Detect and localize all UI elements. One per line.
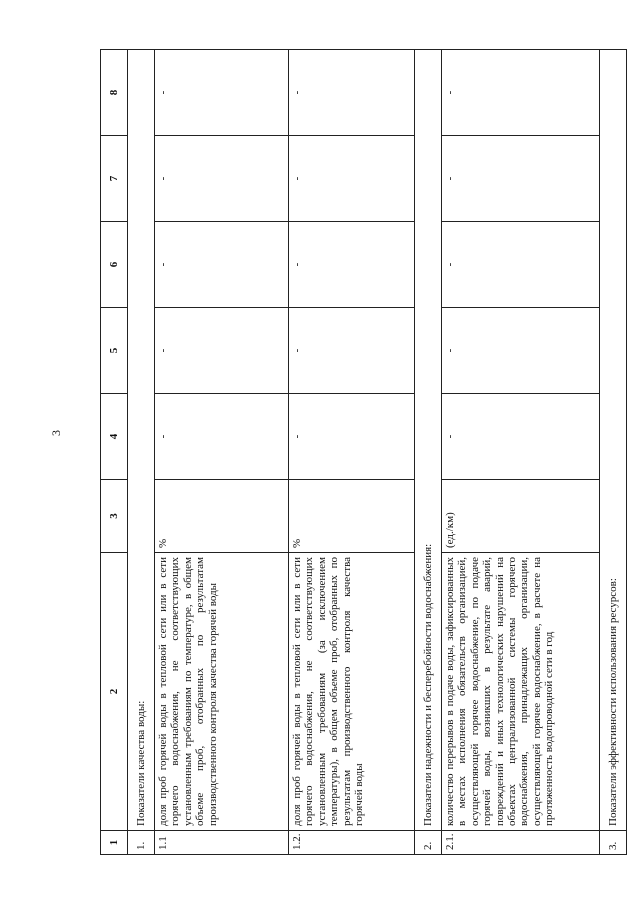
value-cell: - <box>442 222 600 308</box>
header-cell: 8 <box>101 50 128 136</box>
header-cell: 5 <box>101 308 128 394</box>
unit-cell: % <box>289 480 415 553</box>
row-number: 3. <box>600 831 627 855</box>
section-title: Показатели надежности и бесперебойности водоснабжения: <box>415 50 442 831</box>
header-row <box>101 50 128 855</box>
section-row <box>128 50 155 855</box>
value-cell: - <box>442 50 600 136</box>
value-cell: - <box>155 394 289 480</box>
value-cell: - <box>289 136 415 222</box>
row-number: 1.1 <box>155 831 289 855</box>
unit-cell: % <box>155 480 289 553</box>
row-number: 1.2. <box>289 831 415 855</box>
indicator-name: количество перерывов в подаче воды, зафиксированных в местах исполнения обязательств организацией, осуществляющей горячее водоснабжение, по подаче горячей воды, возникших в результате аварий, повреждений и иных технологических нарушений на объектах централизованной системы горячего водоснабжения, принадлежащих организации, осуществляющей горячее водоснабжение, в расчете на протяженность водопроводной сети в год <box>442 553 600 831</box>
value-cell: - <box>289 308 415 394</box>
section-row <box>415 50 442 855</box>
value-cell: - <box>442 394 600 480</box>
indicator-name: доля проб горячей воды в тепловой сети или в сети горячего водоснабжения, не соответствующих установленным требованиям по температуре, в общем объеме проб, отобранных по результатам производственного контроля качества горячей воды <box>155 553 289 831</box>
value-cell: - <box>155 136 289 222</box>
value-cell: - <box>442 136 600 222</box>
header-cell: 6 <box>101 222 128 308</box>
value-cell: - <box>442 308 600 394</box>
value-cell: - <box>155 50 289 136</box>
value-cell: - <box>289 222 415 308</box>
value-cell: - <box>289 50 415 136</box>
section-title: Показатели качества воды: <box>128 50 155 831</box>
value-cell: - <box>155 222 289 308</box>
value-cell: - <box>155 308 289 394</box>
table-row <box>289 50 415 855</box>
indicator-name: доля проб горячей воды в тепловой сети или в сети горячего водоснабжения, не соответствующих установленным требованиям (за исключением температуры), в общем объеме проб, отобранных по результатам производственного контроля качества горячей воды <box>289 553 415 831</box>
row-number: 2.1. <box>442 831 600 855</box>
row-number: 2. <box>415 831 442 855</box>
value-cell: - <box>289 394 415 480</box>
rotated-table-sheet <box>100 50 619 855</box>
section-row <box>600 50 627 855</box>
table-row <box>155 50 289 855</box>
header-cell: 3 <box>101 480 128 553</box>
table-row <box>442 50 600 855</box>
section-title: Показатели эффективности использования ресурсов: <box>600 50 627 831</box>
header-cell: 4 <box>101 394 128 480</box>
indicators-table <box>100 49 627 855</box>
header-cell: 7 <box>101 136 128 222</box>
header-cell: 1 <box>101 831 128 855</box>
row-number: 1. <box>128 831 155 855</box>
indicators-table-container <box>100 50 619 855</box>
unit-cell: (ед./км) <box>442 480 600 553</box>
header-cell: 2 <box>101 553 128 831</box>
page-number: 3 <box>49 430 63 436</box>
